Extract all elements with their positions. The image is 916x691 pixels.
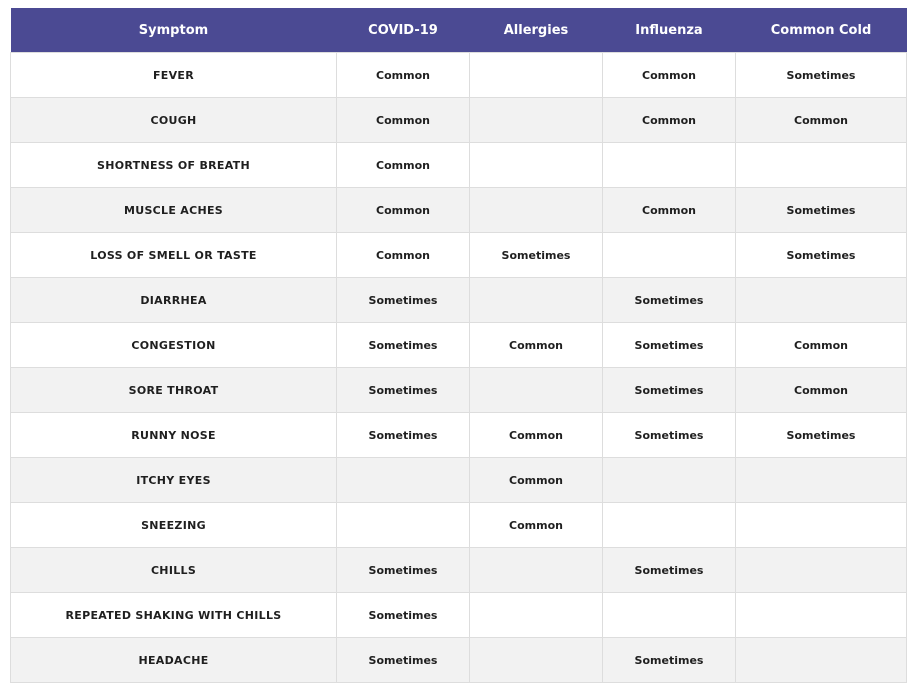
influenza-cell: Sometimes [603, 368, 736, 413]
influenza-cell: Common [603, 98, 736, 143]
covid-19-cell [337, 458, 470, 503]
allergies-cell: Sometimes [470, 233, 603, 278]
influenza-cell [603, 458, 736, 503]
common-cold-cell: Common [736, 323, 907, 368]
common-cold-cell: Sometimes [736, 188, 907, 233]
symptom-cell: DIARRHEA [11, 278, 337, 323]
allergies-cell [470, 143, 603, 188]
influenza-cell: Sometimes [603, 413, 736, 458]
table-body [11, 53, 907, 683]
table-header [11, 8, 907, 53]
table-row [11, 368, 907, 413]
common-cold-cell [736, 278, 907, 323]
symptom-cell: ITCHY EYES [11, 458, 337, 503]
allergies-cell [470, 278, 603, 323]
symptom-comparison-table [10, 8, 907, 683]
influenza-cell [603, 233, 736, 278]
symptom-cell: FEVER [11, 53, 337, 98]
influenza-cell: Sometimes [603, 278, 736, 323]
influenza-cell: Sometimes [603, 323, 736, 368]
table-row [11, 593, 907, 638]
covid-19-cell [337, 503, 470, 548]
symptom-cell: SORE THROAT [11, 368, 337, 413]
header-row [11, 8, 907, 53]
common-cold-cell [736, 458, 907, 503]
header-allergies: Allergies [470, 8, 603, 53]
table-row [11, 278, 907, 323]
covid-19-cell: Common [337, 143, 470, 188]
influenza-cell [603, 593, 736, 638]
common-cold-cell [736, 638, 907, 683]
allergies-cell [470, 98, 603, 143]
common-cold-cell [736, 593, 907, 638]
covid-19-cell: Sometimes [337, 323, 470, 368]
covid-19-cell: Sometimes [337, 638, 470, 683]
symptom-cell: CHILLS [11, 548, 337, 593]
header-covid-19: COVID-19 [337, 8, 470, 53]
covid-19-cell: Sometimes [337, 368, 470, 413]
covid-19-cell: Common [337, 98, 470, 143]
table-row [11, 98, 907, 143]
allergies-cell: Common [470, 323, 603, 368]
common-cold-cell [736, 143, 907, 188]
covid-19-cell: Sometimes [337, 413, 470, 458]
common-cold-cell: Common [736, 368, 907, 413]
allergies-cell: Common [470, 503, 603, 548]
common-cold-cell [736, 503, 907, 548]
covid-19-cell: Common [337, 233, 470, 278]
symptom-cell: SHORTNESS OF BREATH [11, 143, 337, 188]
symptom-cell: HEADACHE [11, 638, 337, 683]
influenza-cell [603, 143, 736, 188]
allergies-cell [470, 53, 603, 98]
covid-19-cell: Sometimes [337, 548, 470, 593]
table-row [11, 503, 907, 548]
symptom-cell: COUGH [11, 98, 337, 143]
symptom-comparison-table-container [10, 8, 906, 683]
symptom-cell: RUNNY NOSE [11, 413, 337, 458]
table-row [11, 413, 907, 458]
covid-19-cell: Common [337, 53, 470, 98]
table-row [11, 53, 907, 98]
common-cold-cell: Sometimes [736, 413, 907, 458]
symptom-cell: SNEEZING [11, 503, 337, 548]
allergies-cell: Common [470, 458, 603, 503]
table-row [11, 548, 907, 593]
header-common-cold: Common Cold [736, 8, 907, 53]
allergies-cell [470, 188, 603, 233]
influenza-cell [603, 503, 736, 548]
symptom-cell: LOSS OF SMELL OR TASTE [11, 233, 337, 278]
common-cold-cell: Sometimes [736, 53, 907, 98]
table-row [11, 188, 907, 233]
header-symptom: Symptom [11, 8, 337, 53]
symptom-cell: MUSCLE ACHES [11, 188, 337, 233]
common-cold-cell: Common [736, 98, 907, 143]
table-row [11, 143, 907, 188]
allergies-cell [470, 368, 603, 413]
table-row [11, 323, 907, 368]
covid-19-cell: Sometimes [337, 278, 470, 323]
symptom-cell: REPEATED SHAKING WITH CHILLS [11, 593, 337, 638]
allergies-cell: Common [470, 413, 603, 458]
table-row [11, 638, 907, 683]
common-cold-cell [736, 548, 907, 593]
symptom-cell: CONGESTION [11, 323, 337, 368]
covid-19-cell: Sometimes [337, 593, 470, 638]
allergies-cell [470, 548, 603, 593]
covid-19-cell: Common [337, 188, 470, 233]
influenza-cell: Common [603, 188, 736, 233]
table-row [11, 458, 907, 503]
influenza-cell: Sometimes [603, 548, 736, 593]
allergies-cell [470, 593, 603, 638]
influenza-cell: Sometimes [603, 638, 736, 683]
allergies-cell [470, 638, 603, 683]
header-influenza: Influenza [603, 8, 736, 53]
influenza-cell: Common [603, 53, 736, 98]
common-cold-cell: Sometimes [736, 233, 907, 278]
table-row [11, 233, 907, 278]
